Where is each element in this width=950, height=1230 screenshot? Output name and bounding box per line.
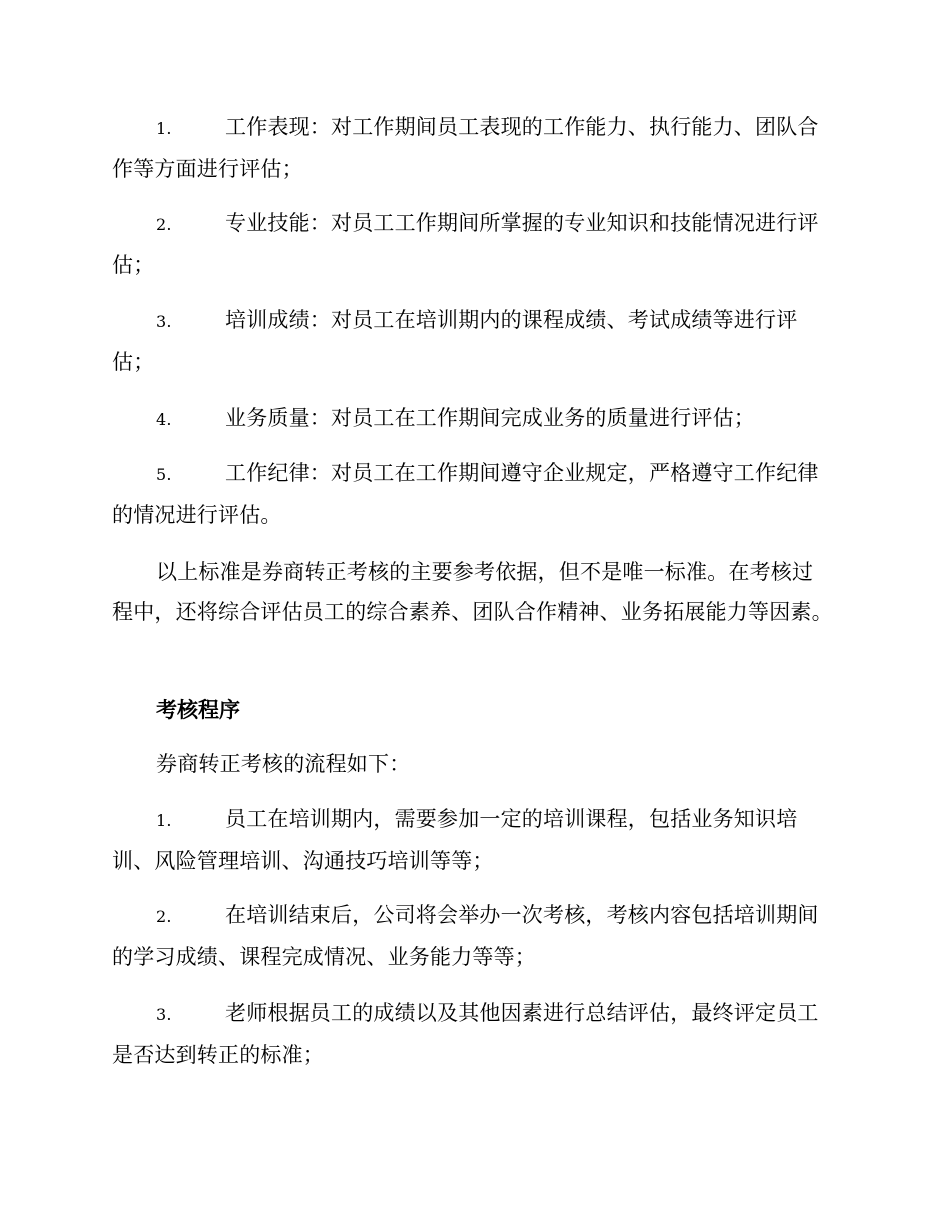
process-item-3 — [112, 993, 834, 1075]
list-number: 1. — [156, 119, 172, 138]
criteria-item-4 — [112, 398, 834, 440]
list-text: 业务质量：对员工在工作期间完成业务的质量进行评估； — [225, 406, 755, 430]
list-number: 2. — [156, 215, 172, 234]
criteria-item-2 — [112, 203, 834, 285]
list-text: 工作表现：对工作期间员工表现的工作能力、执行能力、团队合作等方面进行评估； — [112, 115, 819, 181]
list-number: 3. — [156, 1005, 172, 1024]
process-item-1 — [112, 799, 834, 881]
list-text: 专业技能：对员工工作期间所掌握的专业知识和技能情况进行评估； — [112, 211, 819, 277]
list-text: 工作纪律：对员工在工作期间遵守企业规定，严格遵守工作纪律的情况进行评估。 — [112, 461, 819, 527]
criteria-item-3 — [112, 300, 834, 382]
list-number: 2. — [156, 907, 172, 926]
list-text: 老师根据员工的成绩以及其他因素进行总结评估，最终评定员工是否达到转正的标准； — [112, 1001, 819, 1067]
process-item-2 — [112, 895, 834, 977]
list-number: 1. — [156, 811, 172, 830]
list-number: 5. — [156, 465, 172, 484]
process-intro: 券商转正考核的流程如下： — [156, 752, 411, 776]
list-text: 员工在培训期内，需要参加一定的培训课程，包括业务知识培训、风险管理培训、沟通技巧培训等等； — [112, 807, 798, 873]
summary-paragraph: 以上标准是券商转正考核的主要参考依据，但不是唯一标准。在考核过程中，还将综合评估员工的综合素养、团队合作精神、业务拓展能力等因素。 — [112, 560, 833, 624]
list-number: 4. — [156, 410, 172, 429]
list-number: 3. — [156, 312, 172, 331]
section-heading: 考核程序 — [156, 697, 240, 722]
list-text: 在培训结束后，公司将会举办一次考核，考核内容包括培训期间的学习成绩、课程完成情况、业务能力等等； — [112, 903, 819, 969]
list-text: 培训成绩：对员工在培训期内的课程成绩、考试成绩等进行评估； — [112, 308, 798, 374]
criteria-item-5 — [112, 453, 834, 535]
criteria-item-1 — [112, 107, 834, 189]
